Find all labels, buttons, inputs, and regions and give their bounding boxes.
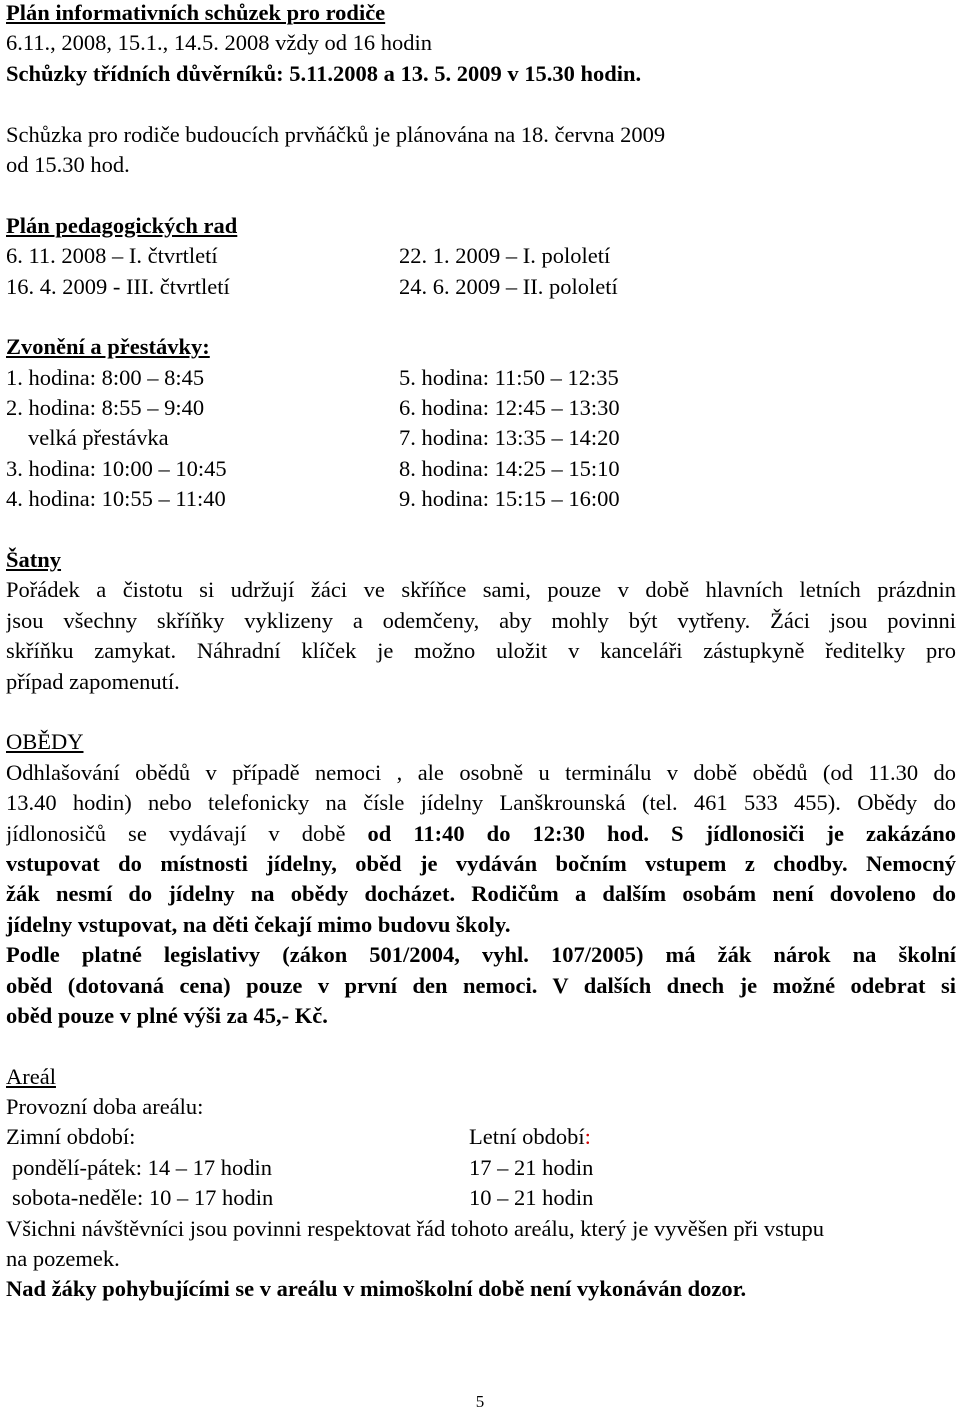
pedagogical-row <box>6 272 956 302</box>
lunches-line: 13.40 hodin) nebo telefonicky na čísle jídelny Lanškrounská (tel. 461 533 455). Obědy do <box>6 790 956 816</box>
bells-row <box>6 393 956 423</box>
lunches-line: vstupovat do místnosti jídelny, oběd je vydáván bočním vstupem z chodby. Nemocný <box>6 850 956 876</box>
bells-row <box>6 484 956 514</box>
lunches-title: OBĚDY <box>6 729 84 755</box>
bells-row <box>6 454 956 484</box>
first-graders-meeting-line-2: od 15.30 hod. <box>6 151 130 177</box>
area-hours-right: 17 – 21 hodin <box>469 1154 594 1180</box>
area-supervision-note: Nad žáky pohybujícími se v areálu v mimoškolní době není vykonáván dozor. <box>6 1276 747 1302</box>
wardrobe-line: jsou všechny skříňky vyklizeny a odemčeny, aby mohly být vytřeny. Žáci jsou povinni <box>6 607 956 633</box>
pedagogical-row-left: 16. 4. 2009 - III. čtvrtletí <box>6 273 230 299</box>
wardrobe-title: Šatny <box>6 547 62 573</box>
lunches-line <box>6 819 956 849</box>
page-number: 5 <box>475 1392 485 1411</box>
document-body <box>6 0 956 1305</box>
summer-label-wrap <box>469 1122 591 1152</box>
lunches-line-part: S jídlonosiči je zakázáno <box>671 820 956 846</box>
parents-meetings-title: Plán informativních schůzek pro rodiče <box>6 0 386 25</box>
area-visitors-line-1: Všichni návštěvníci jsou povinni respektovat řád tohoto areálu, který je vyvěšen při vstupu <box>6 1215 824 1241</box>
wardrobe-line: Pořádek a čistotu si udržují žáci ve skříňce sami, pouze v době hlavních letních prázdnin <box>6 577 956 603</box>
trustees-meetings: Schůzky třídních důvěrníků: 5.11.2008 a 13. 5. 2009 v 15.30 hodin. <box>6 60 642 86</box>
bells-row <box>6 423 956 453</box>
area-visitors-line-2: na pozemek. <box>6 1246 120 1272</box>
pedagogical-row-right: 22. 1. 2009 – I. pololetí <box>399 243 611 269</box>
lunches-line: jídelny vstupovat, na děti čekají mimo budovu školy. <box>6 911 511 937</box>
pedagogical-councils-title: Plán pedagogických rad <box>6 212 238 238</box>
lunch-hours: od 11:40 do 12:30 hod. <box>367 820 649 846</box>
area-hours-left: sobota-neděle: 10 – 17 hodin <box>12 1185 274 1211</box>
big-break-label: velká přestávka <box>28 425 169 451</box>
bells-row-right: 7. hodina: 13:35 – 14:20 <box>399 425 620 451</box>
bells-row-left: 4. hodina: 10:55 – 11:40 <box>6 486 226 512</box>
lunches-line: oběd pouze v plné výši za 45,- Kč. <box>6 1002 328 1028</box>
area-hours-left: pondělí-pátek: 14 – 17 hodin <box>12 1154 272 1180</box>
summer-label: Letní období <box>469 1124 585 1150</box>
lunches-line: žák nesmí do jídelny na obědy docházet. Rodičům a dalším osobám není dovoleno do <box>6 881 956 907</box>
pedagogical-row-right: 24. 6. 2009 – II. pololetí <box>399 273 618 299</box>
area-hours-row <box>6 1183 956 1213</box>
bells-row-left: 3. hodina: 10:00 – 10:45 <box>6 455 227 481</box>
bells-row-right: 5. hodina: 11:50 – 12:35 <box>399 364 619 390</box>
winter-label: Zimní období: <box>6 1124 136 1150</box>
bells-row <box>6 363 956 393</box>
wardrobe-line: případ zapomenutí. <box>6 668 180 694</box>
bells-row-right: 9. hodina: 15:15 – 16:00 <box>399 486 620 512</box>
wardrobe-line: skříňku zamykat. Náhradní klíček je možno uložit v kanceláři zástupkyně ředitelky pro <box>6 638 956 664</box>
area-hours-right: 10 – 21 hodin <box>469 1185 594 1211</box>
bells-row-right: 8. hodina: 14:25 – 15:10 <box>399 455 620 481</box>
lunches-line: Podle platné legislativy (zákon 501/2004, vyhl. 107/2005) má žák nárok na školní <box>6 942 956 968</box>
lunches-line-part: jídlonosičů se vydávají v době <box>6 820 368 846</box>
pedagogical-row <box>6 241 956 271</box>
bells-row-left: 1. hodina: 8:00 – 8:45 <box>6 364 205 390</box>
summer-label-colon: : <box>584 1124 591 1150</box>
area-title: Areál <box>6 1063 56 1089</box>
first-graders-meeting-line-1: Schůzka pro rodiče budoucích prvňáčků je plánována na 18. června 2009 <box>6 121 666 147</box>
bells-row-right: 6. hodina: 12:45 – 13:30 <box>399 395 620 421</box>
bells-row-left: 2. hodina: 8:55 – 9:40 <box>6 395 205 421</box>
area-hours-label: Provozní doba areálu: <box>6 1094 204 1120</box>
lunches-line: oběd (dotovaná cena) pouze v první den nemoci. V dalších dnech je možné odebrat si <box>6 972 956 998</box>
pedagogical-row-left: 6. 11. 2008 – I. čtvrtletí <box>6 243 218 269</box>
parents-meetings-dates: 6.11., 2008, 15.1., 14.5. 2008 vždy od 16 hodin <box>6 30 433 56</box>
bells-title: Zvonění a přestávky: <box>6 334 210 360</box>
area-hours-row <box>6 1153 956 1183</box>
area-season-headers <box>6 1122 956 1152</box>
lunches-line: Odhlašování obědů v případě nemoci , ale osobně u terminálu v době obědů (od 11.30 do <box>6 759 956 785</box>
